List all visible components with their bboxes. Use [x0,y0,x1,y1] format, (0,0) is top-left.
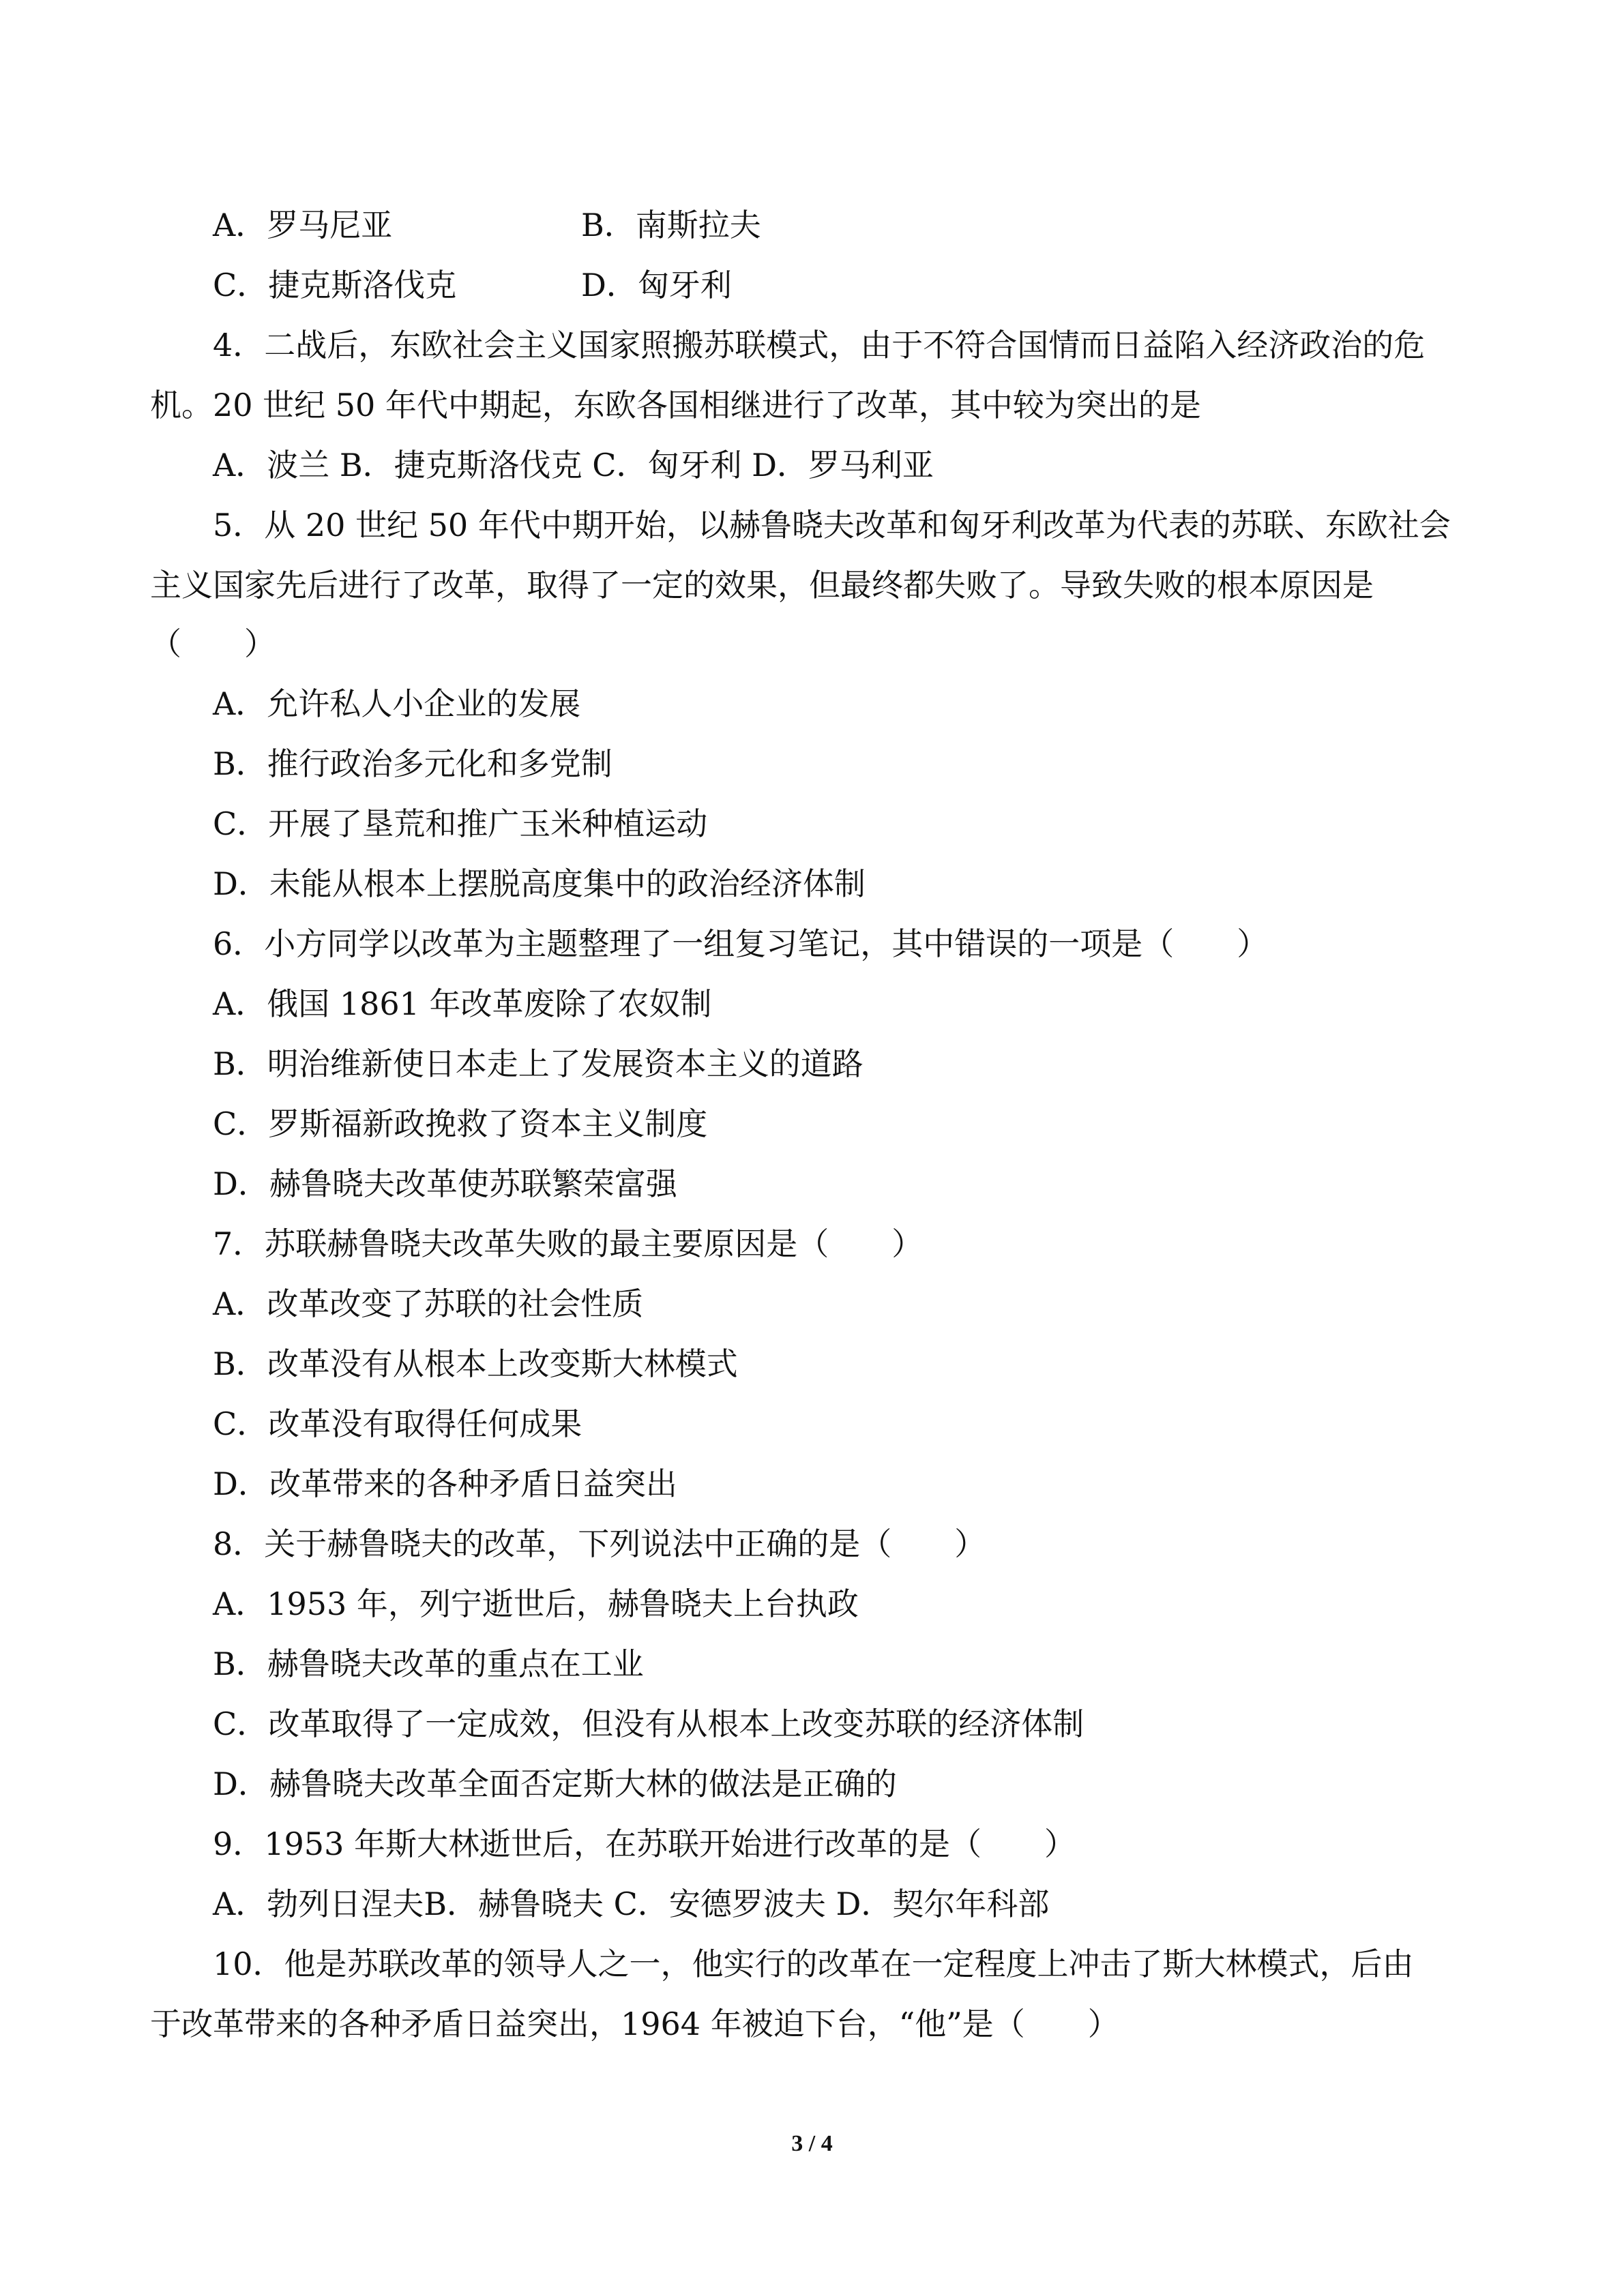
q6-option-b: B．明治维新使日本走上了发展资本主义的道路 [213,1045,863,1082]
q6-option-d: D．赫鲁晓夫改革使苏联繁荣富强 [213,1165,677,1202]
q4-stem-line-1: 4．二战后，东欧社会主义国家照搬苏联模式，由于不符合国情而日益陷入经济政治的危 [213,327,1426,363]
q9-stem: 9．1953 年斯大林逝世后，在苏联开始进行改革的是（ ） [213,1825,1076,1862]
q3-option-a: A．罗马尼亚 [213,207,393,243]
q7-option-c: C．改革没有取得任何成果 [213,1405,582,1442]
q3-option-c: C．捷克斯洛伐克 [213,267,457,303]
q5-stem-line-1: 5．从 20 世纪 50 年代中期开始，以赫鲁晓夫改革和匈牙利改革为代表的苏联、东欧社会 [213,507,1451,543]
q8-option-b: B．赫鲁晓夫改革的重点在工业 [213,1645,644,1682]
q10-stem-line-2: 于改革带来的各种矛盾日益突出，1964 年被迫下台，“他”是（ ） [150,2006,1119,2042]
q7-option-b: B．改革没有从根本上改变斯大林模式 [213,1345,738,1382]
q3-option-b: B．南斯拉夫 [581,207,761,243]
q6-stem: 6．小方同学以改革为主题整理了一组复习笔记，其中错误的一项是（ ） [213,925,1269,962]
q4-stem-line-2: 机。20 世纪 50 年代中期起，东欧各国相继进行了改革，其中较为突出的是 [150,387,1201,423]
q6-option-a: A．俄国 1861 年改革废除了农奴制 [213,985,712,1022]
q6-option-c: C．罗斯福新政挽救了资本主义制度 [213,1105,708,1142]
q4-options: A．波兰 B．捷克斯洛伐克 C．匈牙利 D．罗马利亚 [213,447,934,483]
page-number: 3 / 4 [791,2131,833,2156]
q5-option-d: D．未能从根本上摆脱高度集中的政治经济体制 [213,865,866,902]
q5-stem-line-2: 主义国家先后进行了改革，取得了一定的效果，但最终都失败了。导致失败的根本原因是 [150,567,1374,603]
q8-option-c: C．改革取得了一定成效，但没有从根本上改变苏联的经济体制 [213,1705,1084,1742]
q3-option-d: D．匈牙利 [581,267,732,303]
q7-option-a: A．改革改变了苏联的社会性质 [213,1285,644,1322]
q5-option-a: A．允许私人小企业的发展 [213,685,581,722]
q8-option-d: D．赫鲁晓夫改革全面否定斯大林的做法是正确的 [213,1765,897,1802]
q3-options-ab [213,205,761,245]
q8-stem: 8．关于赫鲁晓夫的改革，下列说法中正确的是（ ） [213,1525,986,1562]
q5-option-b: B．推行政治多元化和多党制 [213,745,612,782]
q8-option-a: A．1953 年，列宁逝世后，赫鲁晓夫上台执政 [213,1585,859,1622]
q10-stem-line-1: 10．他是苏联改革的领导人之一，他实行的改革在一定程度上冲击了斯大林模式，后由 [213,1945,1414,1982]
q9-options: A．勃列日涅夫B．赫鲁晓夫 C．安德罗波夫 D．契尔年科部 [213,1885,1050,1922]
q7-option-d: D．改革带来的各种矛盾日益突出 [213,1465,677,1502]
q3-options-cd [213,265,732,305]
q5-option-c: C．开展了垦荒和推广玉米种植运动 [213,805,708,842]
q7-stem: 7．苏联赫鲁晓夫改革失败的最主要原因是（ ） [213,1225,924,1262]
q5-answer-paren: （ ） [150,625,276,662]
